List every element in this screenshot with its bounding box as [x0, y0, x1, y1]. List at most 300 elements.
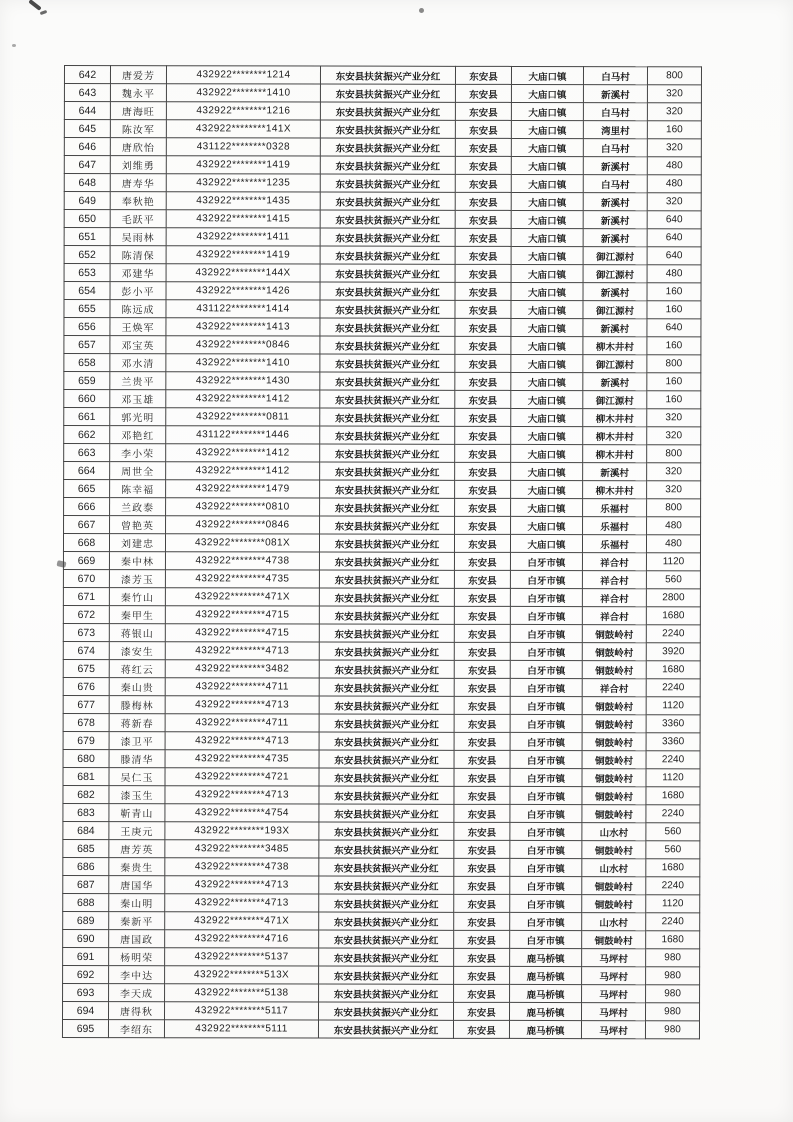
cell-project: 东安县扶贫振兴产业分红 [319, 714, 454, 732]
table-row [63, 893, 700, 912]
cell-index: 650 [64, 210, 110, 228]
cell-project: 东安县扶贫振兴产业分红 [319, 822, 454, 840]
table-row [63, 929, 700, 948]
cell-project: 东安县扶贫振兴产业分红 [320, 84, 455, 102]
cell-town: 白牙市镇 [510, 876, 582, 894]
cell-index: 688 [63, 893, 109, 911]
cell-county: 东安县 [455, 336, 511, 354]
cell-town: 大庙口镇 [511, 228, 583, 246]
table-row [63, 821, 700, 840]
cell-amount: 160 [647, 301, 701, 319]
cell-village: 湾里村 [583, 121, 647, 139]
table-row [64, 156, 701, 175]
cell-project: 东安县扶贫振兴产业分红 [319, 804, 454, 822]
cell-village: 新溪村 [583, 463, 647, 481]
cell-name: 秦山贵 [109, 678, 165, 696]
cell-village: 乐福村 [582, 535, 646, 553]
cell-id-number: 432922********141X [166, 120, 320, 138]
table-row [63, 605, 700, 624]
cell-index: 682 [63, 785, 109, 803]
cell-village: 白马村 [583, 139, 647, 157]
cell-county: 东安县 [455, 156, 511, 174]
cell-town: 大庙口镇 [511, 480, 583, 498]
cell-index: 665 [64, 480, 110, 498]
cell-index: 658 [64, 354, 110, 372]
cell-town: 鹿马桥镇 [510, 984, 582, 1002]
cell-town: 白牙市镇 [510, 642, 582, 660]
cell-town: 鹿马桥镇 [510, 966, 582, 984]
cell-name: 漆芳玉 [109, 570, 165, 588]
cell-county: 东安县 [455, 498, 511, 516]
cell-project: 东安县扶贫振兴产业分红 [320, 462, 455, 480]
cell-village: 铜鼓岭村 [582, 805, 646, 823]
cell-id-number: 432922********1412 [166, 444, 320, 462]
cell-name: 唐得秋 [109, 1002, 165, 1020]
cell-id-number: 432922********1415 [166, 210, 320, 228]
cell-amount: 320 [647, 85, 701, 103]
cell-county: 东安县 [455, 192, 511, 210]
cell-town: 大庙口镇 [511, 192, 583, 210]
cell-project: 东安县扶贫振兴产业分红 [319, 588, 454, 606]
cell-village: 御江源村 [583, 355, 647, 373]
table-row [64, 138, 701, 157]
cell-name: 秦新平 [109, 912, 165, 930]
table-row [63, 875, 700, 894]
cell-project: 东安县扶贫振兴产业分红 [319, 552, 454, 570]
cell-index: 679 [63, 731, 109, 749]
scan-artifact [419, 8, 424, 13]
table-row [64, 390, 701, 409]
cell-name: 吴雨林 [110, 228, 166, 246]
cell-id-number: 432922********513X [165, 966, 319, 984]
cell-town: 白牙市镇 [510, 786, 582, 804]
cell-amount: 800 [647, 67, 701, 85]
cell-id-number: 431122********0328 [166, 138, 320, 156]
cell-town: 白牙市镇 [510, 750, 582, 768]
cell-name: 唐爱芳 [110, 66, 166, 84]
cell-amount: 640 [647, 229, 701, 247]
cell-village: 柳木井村 [583, 445, 647, 463]
cell-index: 660 [64, 390, 110, 408]
cell-amount: 2240 [646, 877, 700, 895]
cell-village: 御江源村 [583, 265, 647, 283]
cell-name: 滕梅林 [109, 696, 165, 714]
cell-amount: 2240 [646, 751, 700, 769]
cell-project: 东安县扶贫振兴产业分红 [320, 498, 455, 516]
cell-project: 东安县扶贫振兴产业分红 [320, 174, 455, 192]
table-row [63, 552, 700, 571]
cell-project: 东安县扶贫振兴产业分红 [320, 354, 455, 372]
cell-project: 东安县扶贫振兴产业分红 [319, 858, 454, 876]
cell-amount: 1120 [646, 769, 700, 787]
cell-town: 大庙口镇 [511, 246, 583, 264]
cell-id-number: 431122********1414 [166, 300, 320, 318]
cell-county: 东安县 [454, 570, 510, 588]
cell-town: 白牙市镇 [510, 660, 582, 678]
cell-index: 649 [64, 192, 110, 210]
cell-county: 东安县 [455, 138, 511, 156]
cell-name: 滕清华 [109, 750, 165, 768]
cell-town: 大庙口镇 [511, 498, 583, 516]
cell-index: 664 [64, 462, 110, 480]
cell-town: 大庙口镇 [511, 174, 583, 192]
cell-town: 大庙口镇 [511, 516, 583, 534]
cell-village: 铜鼓岭村 [582, 643, 646, 661]
cell-county: 东安县 [455, 354, 511, 372]
cell-amount: 560 [646, 571, 700, 589]
cell-amount: 320 [647, 409, 701, 427]
cell-town: 大庙口镇 [511, 408, 583, 426]
cell-project: 东安县扶贫振兴产业分红 [319, 984, 454, 1002]
cell-town: 大庙口镇 [511, 120, 583, 138]
cell-id-number: 432922********5111 [164, 1020, 318, 1038]
cell-town: 白牙市镇 [510, 822, 582, 840]
cell-index: 687 [63, 875, 109, 893]
cell-county: 东安县 [455, 282, 511, 300]
cell-village: 新溪村 [583, 211, 647, 229]
cell-amount: 1120 [646, 553, 700, 571]
cell-project: 东安县扶贫振兴产业分红 [320, 156, 455, 174]
cell-id-number: 432922********4715 [165, 624, 319, 642]
cell-town: 白牙市镇 [510, 624, 582, 642]
cell-project: 东安县扶贫振兴产业分红 [319, 696, 454, 714]
cell-index: 652 [64, 246, 110, 264]
cell-name: 李绍东 [108, 1020, 164, 1038]
cell-county: 东安县 [454, 894, 510, 912]
cell-name: 刘建忠 [109, 534, 165, 552]
cell-town: 大庙口镇 [511, 84, 583, 102]
cell-project: 东安县扶贫振兴产业分红 [320, 192, 455, 210]
cell-town: 大庙口镇 [511, 264, 583, 282]
cell-id-number: 432922********1435 [166, 192, 320, 210]
cell-village: 山水村 [582, 823, 646, 841]
cell-village: 白马村 [583, 67, 647, 85]
cell-project: 东安县扶贫振兴产业分红 [319, 642, 454, 660]
cell-project: 东安县扶贫振兴产业分红 [320, 300, 455, 318]
cell-amount: 160 [647, 121, 701, 139]
cell-name: 邓建华 [110, 264, 166, 282]
cell-amount: 2240 [646, 625, 700, 643]
cell-village: 祥合村 [582, 589, 646, 607]
cell-town: 大庙口镇 [511, 318, 583, 336]
table-row [63, 623, 700, 642]
cell-id-number: 432922********4738 [165, 552, 319, 570]
cell-name: 蒋红云 [109, 660, 165, 678]
cell-county: 东安县 [453, 1020, 509, 1038]
cell-id-number: 432922********193X [165, 822, 319, 840]
cell-name: 吴仁玉 [109, 768, 165, 786]
cell-amount: 1680 [646, 607, 700, 625]
cell-town: 白牙市镇 [510, 930, 582, 948]
cell-county: 东安县 [455, 66, 511, 84]
cell-village: 乐福村 [583, 517, 647, 535]
cell-project: 东安县扶贫振兴产业分红 [320, 120, 455, 138]
cell-id-number: 432922********3485 [165, 840, 319, 858]
cell-name: 奉秋艳 [110, 192, 166, 210]
cell-project: 东安县扶贫振兴产业分红 [319, 534, 454, 552]
cell-town: 白牙市镇 [510, 768, 582, 786]
cell-village: 铜鼓岭村 [582, 841, 646, 859]
cell-name: 秦中林 [109, 552, 165, 570]
cell-project: 东安县扶贫振兴产业分红 [320, 408, 455, 426]
cell-county: 东安县 [455, 300, 511, 318]
cell-amount: 3360 [646, 715, 700, 733]
cell-town: 大庙口镇 [511, 282, 583, 300]
cell-amount: 320 [647, 427, 701, 445]
cell-village: 新溪村 [583, 283, 647, 301]
cell-village: 铜鼓岭村 [582, 787, 646, 805]
cell-amount: 980 [646, 967, 700, 985]
cell-name: 毛跃平 [110, 210, 166, 228]
cell-index: 681 [63, 767, 109, 785]
cell-id-number: 432922********4716 [165, 930, 319, 948]
cell-index: 686 [63, 857, 109, 875]
cell-county: 东安县 [454, 858, 510, 876]
cell-amount: 320 [647, 193, 701, 211]
cell-name: 李天成 [109, 984, 165, 1002]
table-row [64, 318, 701, 337]
cell-index: 659 [64, 372, 110, 390]
cell-index: 693 [63, 983, 109, 1001]
cell-county: 东安县 [454, 642, 510, 660]
cell-index: 648 [64, 174, 110, 192]
table-row [64, 372, 701, 391]
cell-name: 邓玉雄 [110, 390, 166, 408]
cell-name: 蒋银山 [109, 624, 165, 642]
cell-project: 东安县扶贫振兴产业分红 [320, 138, 455, 156]
cell-county: 东安县 [454, 876, 510, 894]
cell-county: 东安县 [455, 246, 511, 264]
cell-id-number: 432922********4754 [165, 804, 319, 822]
cell-town: 大庙口镇 [510, 534, 582, 552]
table-row [63, 713, 700, 732]
cell-id-number: 432922********5117 [165, 1002, 319, 1020]
cell-county: 东安县 [454, 534, 510, 552]
cell-index: 663 [64, 444, 110, 462]
cell-id-number: 432922********4711 [165, 714, 319, 732]
cell-index: 656 [64, 318, 110, 336]
cell-county: 东安县 [454, 588, 510, 606]
cell-id-number: 432922********4713 [165, 876, 319, 894]
cell-index: 661 [64, 408, 110, 426]
cell-name: 唐国政 [109, 930, 165, 948]
cell-id-number: 432922********1419 [166, 156, 320, 174]
cell-amount: 480 [647, 517, 701, 535]
cell-county: 东安县 [455, 372, 511, 390]
cell-index: 670 [63, 569, 109, 587]
cell-village: 御江源村 [583, 301, 647, 319]
table-row [63, 659, 700, 678]
cell-town: 大庙口镇 [511, 372, 583, 390]
cell-town: 白牙市镇 [510, 912, 582, 930]
cell-county: 东安县 [455, 210, 511, 228]
table-row [63, 767, 700, 786]
cell-amount: 480 [647, 157, 701, 175]
cell-name: 陈幸福 [110, 480, 166, 498]
cell-town: 大庙口镇 [511, 300, 583, 318]
cell-amount: 1680 [646, 931, 700, 949]
cell-project: 东安县扶贫振兴产业分红 [320, 336, 455, 354]
cell-id-number: 432922********1413 [166, 318, 320, 336]
cell-town: 大庙口镇 [511, 156, 583, 174]
cell-town: 大庙口镇 [511, 102, 583, 120]
cell-town: 鹿马桥镇 [509, 1020, 581, 1038]
cell-amount: 1120 [646, 697, 700, 715]
cell-county: 东安县 [454, 768, 510, 786]
cell-village: 铜鼓岭村 [582, 877, 646, 895]
cell-county: 东安县 [454, 552, 510, 570]
cell-id-number: 432922********471X [165, 912, 319, 930]
table-body [62, 66, 701, 1039]
cell-county: 东安县 [454, 912, 510, 930]
cell-project: 东安县扶贫振兴产业分红 [319, 876, 454, 894]
cell-project: 东安县扶贫振兴产业分红 [319, 912, 454, 930]
cell-index: 680 [63, 749, 109, 767]
cell-index: 691 [63, 947, 109, 965]
cell-county: 东安县 [454, 786, 510, 804]
cell-town: 鹿马桥镇 [510, 948, 582, 966]
cell-project: 东安县扶贫振兴产业分红 [319, 948, 454, 966]
cell-project: 东安县扶贫振兴产业分红 [320, 66, 455, 84]
cell-town: 大庙口镇 [511, 462, 583, 480]
cell-village: 马坪村 [581, 1003, 645, 1021]
cell-amount: 320 [647, 139, 701, 157]
cell-town: 白牙市镇 [510, 804, 582, 822]
cell-village: 马坪村 [581, 1021, 645, 1039]
cell-amount: 640 [647, 247, 701, 265]
cell-index: 694 [63, 1001, 109, 1019]
cell-name: 郭光明 [110, 408, 166, 426]
cell-town: 白牙市镇 [510, 732, 582, 750]
table-row [64, 228, 701, 247]
cell-id-number: 432922********144X [166, 264, 320, 282]
cell-name: 唐国华 [109, 876, 165, 894]
cell-name: 陈汝军 [110, 120, 166, 138]
cell-id-number: 432922********471X [165, 588, 319, 606]
cell-index: 695 [62, 1019, 108, 1037]
cell-index: 692 [63, 965, 109, 983]
cell-town: 大庙口镇 [511, 210, 583, 228]
cell-index: 677 [63, 695, 109, 713]
cell-county: 东安县 [454, 660, 510, 678]
cell-id-number: 432922********4735 [165, 750, 319, 768]
cell-name: 唐芳英 [109, 840, 165, 858]
cell-project: 东安县扶贫振兴产业分红 [319, 930, 454, 948]
cell-village: 白马村 [583, 175, 647, 193]
cell-town: 白牙市镇 [510, 588, 582, 606]
cell-village: 铜鼓岭村 [582, 661, 646, 679]
cell-project: 东安县扶贫振兴产业分红 [320, 228, 455, 246]
cell-index: 671 [63, 587, 109, 605]
table-row [63, 749, 700, 768]
cell-amount: 560 [646, 841, 700, 859]
cell-amount: 640 [647, 211, 701, 229]
cell-id-number: 432922********4713 [165, 894, 319, 912]
table-row [64, 426, 701, 445]
cell-county: 东安县 [455, 444, 511, 462]
cell-name: 魏永平 [110, 84, 166, 102]
cell-index: 685 [63, 839, 109, 857]
table-row [63, 587, 700, 606]
cell-index: 668 [63, 534, 109, 552]
cell-amount: 2240 [646, 805, 700, 823]
table-row [64, 408, 701, 427]
cell-index: 647 [64, 156, 110, 174]
cell-project: 东安县扶贫振兴产业分红 [320, 390, 455, 408]
cell-town: 大庙口镇 [511, 336, 583, 354]
cell-amount: 1680 [646, 787, 700, 805]
cell-town: 白牙市镇 [510, 714, 582, 732]
cell-county: 东安县 [455, 264, 511, 282]
cell-town: 大庙口镇 [511, 390, 583, 408]
cell-amount: 160 [647, 391, 701, 409]
cell-county: 东安县 [454, 948, 510, 966]
cell-county: 东安县 [455, 120, 511, 138]
cell-village: 铜鼓岭村 [582, 769, 646, 787]
cell-name: 漆卫平 [109, 732, 165, 750]
cell-project: 东安县扶贫振兴产业分红 [319, 606, 454, 624]
cell-id-number: 432922********1216 [166, 102, 320, 120]
cell-id-number: 432922********4735 [165, 570, 319, 588]
cell-index: 667 [64, 516, 110, 534]
cell-amount: 2800 [646, 589, 700, 607]
cell-county: 东安县 [454, 624, 510, 642]
table-row [64, 354, 701, 373]
table-row [64, 300, 701, 319]
cell-project: 东安县扶贫振兴产业分红 [319, 894, 454, 912]
cell-name: 漆玉生 [109, 786, 165, 804]
table-row [63, 983, 700, 1002]
cell-town: 大庙口镇 [511, 66, 583, 84]
cell-project: 东安县扶贫振兴产业分红 [319, 750, 454, 768]
cell-amount: 320 [647, 103, 701, 121]
cell-village: 御江源村 [583, 391, 647, 409]
cell-name: 蒋新春 [109, 714, 165, 732]
cell-project: 东安县扶贫振兴产业分红 [320, 102, 455, 120]
cell-village: 柳木井村 [583, 481, 647, 499]
cell-village: 柳木井村 [583, 409, 647, 427]
cell-name: 唐寿华 [110, 174, 166, 192]
cell-county: 东安县 [454, 966, 510, 984]
cell-town: 鹿马桥镇 [509, 1002, 581, 1020]
cell-town: 白牙市镇 [510, 570, 582, 588]
cell-county: 东安县 [455, 426, 511, 444]
cell-project: 东安县扶贫振兴产业分红 [320, 516, 455, 534]
cell-name: 杨明荣 [109, 948, 165, 966]
cell-name: 秦甲生 [109, 606, 165, 624]
cell-amount: 980 [646, 985, 700, 1003]
cell-amount: 320 [647, 481, 701, 499]
cell-village: 乐福村 [583, 499, 647, 517]
cell-county: 东安县 [454, 714, 510, 732]
cell-project: 东安县扶贫振兴产业分红 [320, 264, 455, 282]
cell-village: 马坪村 [582, 985, 646, 1003]
cell-amount: 3920 [646, 643, 700, 661]
cell-project: 东安县扶贫振兴产业分红 [319, 1002, 454, 1020]
cell-town: 白牙市镇 [510, 606, 582, 624]
cell-village: 铜鼓岭村 [582, 931, 646, 949]
scan-artifact [40, 10, 48, 15]
table-row [64, 210, 701, 229]
subsidy-table [62, 65, 702, 1039]
cell-index: 690 [63, 929, 109, 947]
cell-name: 唐海旺 [110, 102, 166, 120]
cell-id-number: 432922********4721 [165, 768, 319, 786]
cell-id-number: 432922********0811 [166, 408, 320, 426]
cell-name: 陈远成 [110, 300, 166, 318]
table-row [64, 246, 701, 265]
cell-amount: 160 [647, 373, 701, 391]
